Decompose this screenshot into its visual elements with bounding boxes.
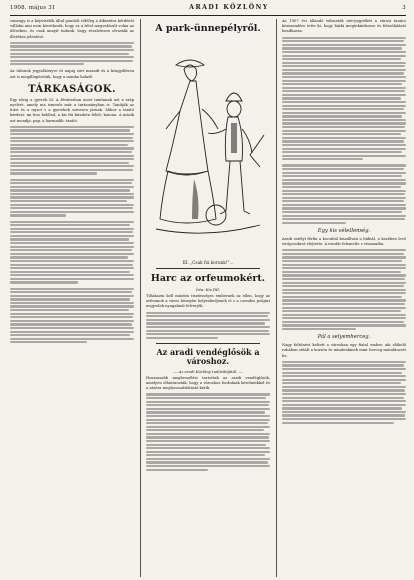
text-block (282, 249, 406, 330)
text-block (282, 37, 406, 161)
col2-body: Tiltakozni kell minden tisztességes embernek az ellen, hogy az orfeumok a város közepén helyezkedjenek el s a csendes polgári negyedek nyugalmát felverjék. (146, 294, 270, 309)
col3-body: Aradi estélyi férfia a kocsiból kiszállván a hídnál, a kezében levő virágcsokrot elejtette. A rendőr felemelte s visszaadta. (282, 236, 406, 247)
text-block (10, 42, 134, 66)
page-number: 3 (402, 5, 406, 11)
column-3 (276, 19, 406, 577)
section-title-selyemherceg: Pál a selyemherceg. (317, 334, 371, 341)
text-block (146, 312, 270, 339)
byline-vendeglosok: — Az aradi Közlöny tudósítójától. — (173, 368, 243, 374)
col1-body: Egy ideig a gyerek ül. A fővárosban most tanítanak azt a szép nyelvet, amely ma ismerős már a tartományban is. Tanítják az írást és a rajzot s a gyerekek szívesen járnak. Mikor a tanító kérdezi: mi lesz belőled, a kis fiú büszkén feleli: katona. A másik azt mondja: pap, a harmadik: tanító. (10, 97, 134, 123)
divider (156, 268, 260, 269)
col3-intro: Az 1907 évi állandó választók név-jegyzékét a városi tanács közszemlére tette ki, hogy bárki megtekinthesse és felszólalását beadhassa. (282, 19, 406, 34)
section-title-veletlenseg: Egy kis véletlenség. (317, 227, 371, 234)
illustration-caption: III. „Csak fiú korunk!"… (182, 260, 234, 265)
section-title-park: A park-ünnepélyről. (155, 23, 261, 34)
divider (156, 343, 260, 344)
col3-body2: Nagy feltűnést keltett a városban egy fiatal ember, aki előkelő ruhában sétált a korzón és mindenkinek mint herceg mutatkozott be. (282, 343, 406, 358)
text-block (146, 393, 270, 470)
text-block (10, 221, 134, 284)
issue-date: 1908. május 31 (10, 5, 56, 11)
paper-title: ARADI KÖZLÖNY (189, 4, 269, 11)
col1-intro: vaneagy is a képviselők által gondolt röfőleg a diktatúra kérdését vállalni ami nem következik, hogy ez a tétel megvalósult volna az üléseken, és csak annyit tudunk, hogy részletesen olvasták az illetékes jelentést. (10, 19, 134, 39)
byline-orfeum: Írta: Kis Pál. (196, 287, 220, 292)
column-1 (10, 19, 134, 577)
caricature-illustration (146, 39, 270, 253)
section-title-tarkasagok: TÁRKASÁGOK. (28, 83, 116, 95)
section-title-vendeglosok: Az aradi vendéglősök a városhoz. (156, 346, 260, 366)
page-header (10, 4, 406, 16)
text-block (10, 179, 134, 217)
section-title-orfeum: Harc az orfeumokért. (150, 273, 266, 284)
text-block (10, 126, 134, 175)
col1-intro2: Az ülésnek jegyzőkönyve öt napig zárt maradt és a közgyűlésen azt is megállapították, hogy a munka haladt. (10, 69, 134, 79)
text-block (282, 361, 406, 424)
column-2 (140, 19, 270, 577)
col2-body3: Hosszasabb megbeszélést tartottak az aradi vendéglősök, amelyen elhatározták, hogy a városhoz fordulnak kérelmükkel és a záróra meghosszabbítását kérik. (146, 375, 270, 391)
text-block (282, 164, 406, 223)
text-block (10, 288, 134, 344)
